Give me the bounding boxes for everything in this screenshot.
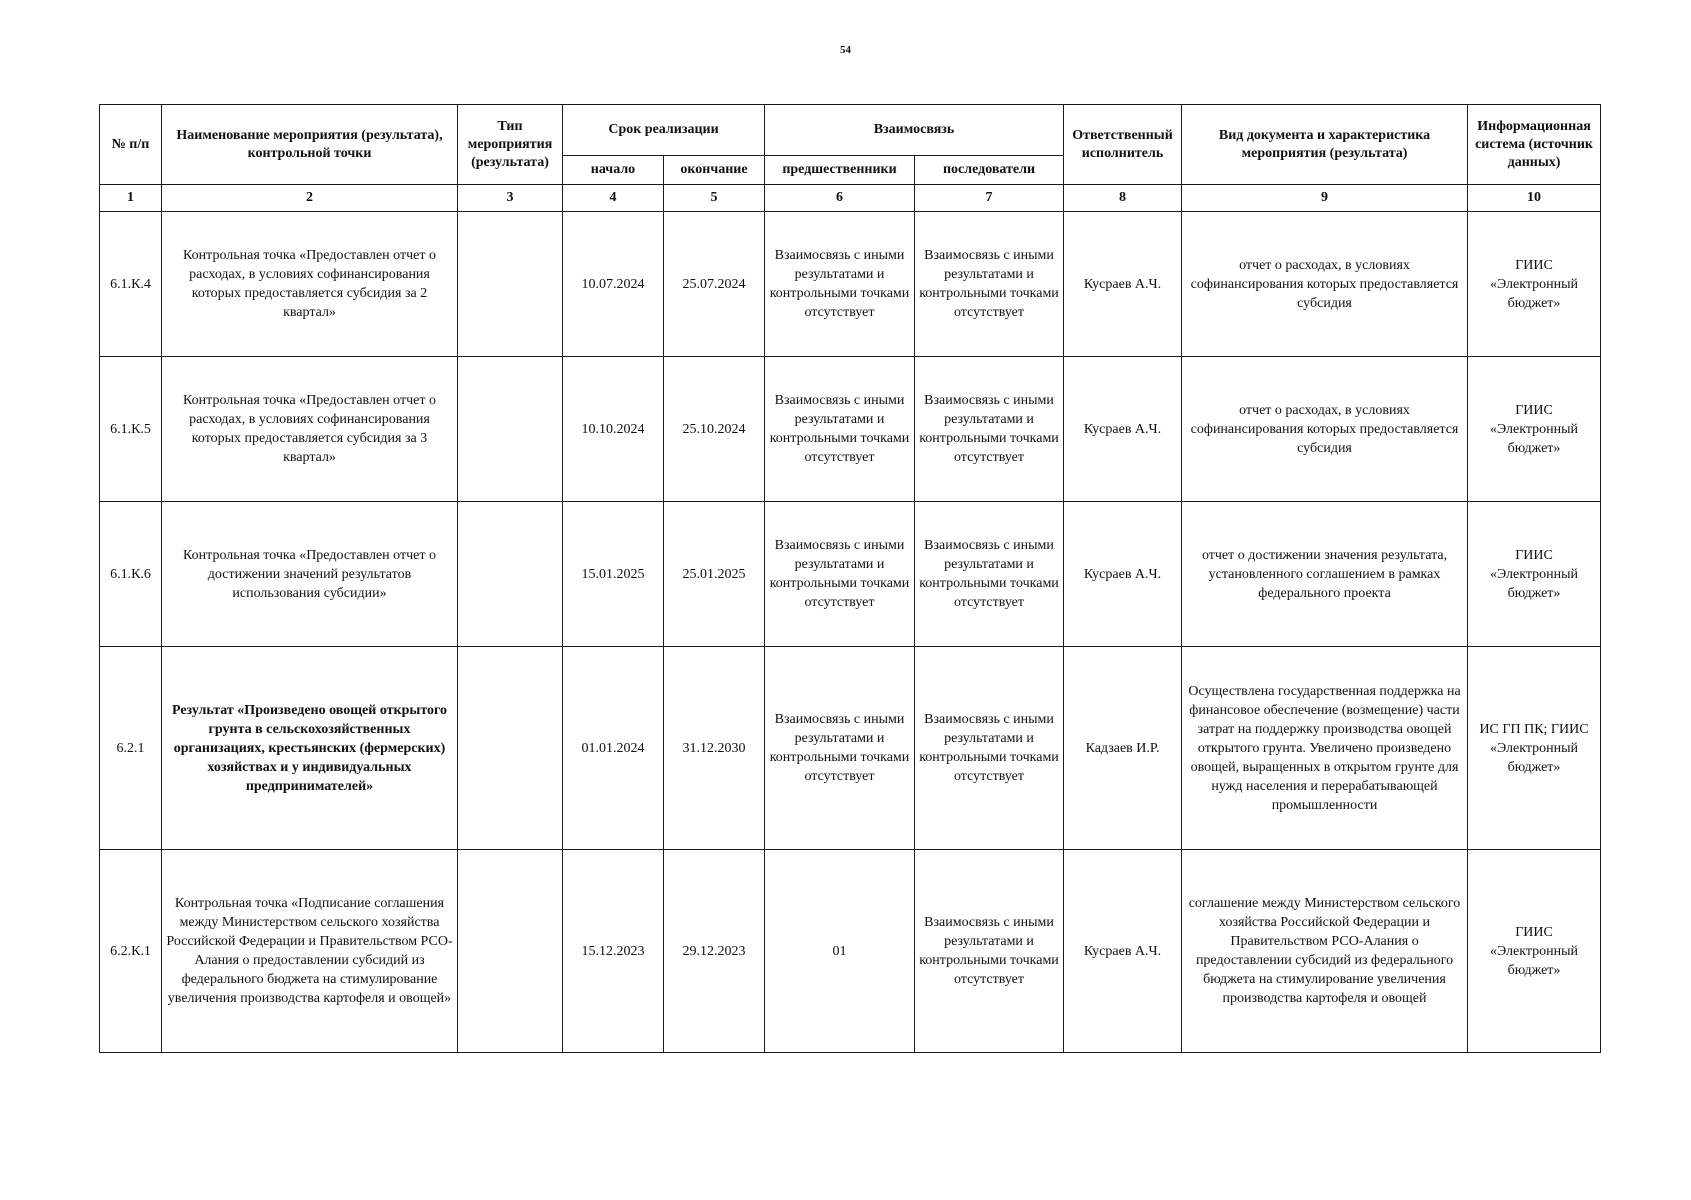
cell-num: 6.2.К.1 bbox=[100, 850, 162, 1053]
column-number: 5 bbox=[664, 185, 765, 212]
header-type: Тип мероприятия (результата) bbox=[458, 105, 563, 185]
cell-start: 15.12.2023 bbox=[563, 850, 664, 1053]
cell-doc: отчет о расходах, в условиях софинансирования которых предоставляется субсидия bbox=[1182, 212, 1468, 357]
cell-name: Контрольная точка «Предоставлен отчет о расходах, в условиях софинансирования которых предоставляется субсидия за 3 квартал» bbox=[162, 357, 458, 502]
column-number: 1 bbox=[100, 185, 162, 212]
cell-start: 01.01.2024 bbox=[563, 647, 664, 850]
cell-predecessors: Взаимосвязь с иными результатами и контрольными точками отсутствует bbox=[765, 357, 915, 502]
header-successors: последователи bbox=[915, 156, 1064, 185]
cell-type bbox=[458, 850, 563, 1053]
header-period: Срок реализации bbox=[563, 105, 765, 156]
cell-successors: Взаимосвязь с иными результатами и контрольными точками отсутствует bbox=[915, 647, 1064, 850]
header-end: окончание bbox=[664, 156, 765, 185]
cell-predecessors: 01 bbox=[765, 850, 915, 1053]
cell-successors: Взаимосвязь с иными результатами и контрольными точками отсутствует bbox=[915, 212, 1064, 357]
header-info: Информационная система (источник данных) bbox=[1468, 105, 1601, 185]
cell-end: 25.10.2024 bbox=[664, 357, 765, 502]
cell-start: 15.01.2025 bbox=[563, 502, 664, 647]
cell-num: 6.2.1 bbox=[100, 647, 162, 850]
header-predecessors: предшественники bbox=[765, 156, 915, 185]
cell-predecessors: Взаимосвязь с иными результатами и контрольными точками отсутствует bbox=[765, 502, 915, 647]
cell-name: Контрольная точка «Предоставлен отчет о расходах, в условиях софинансирования которых предоставляется субсидия за 2 квартал» bbox=[162, 212, 458, 357]
column-number: 3 bbox=[458, 185, 563, 212]
cell-doc: отчет о достижении значения результата, установленного соглашением в рамках федерального проекта bbox=[1182, 502, 1468, 647]
cell-doc: Осуществлена государственная поддержка на финансовое обеспечение (возмещение) части затрат на поддержку производства овощей открытого грунта. Увеличено произведено овощей, выращенных в открытом грунте для нужд населения и перерабатывающей промышленности bbox=[1182, 647, 1468, 850]
cell-end: 31.12.2030 bbox=[664, 647, 765, 850]
header-doc: Вид документа и характеристика мероприятия (результата) bbox=[1182, 105, 1468, 185]
header-responsible: Ответственный исполнитель bbox=[1064, 105, 1182, 185]
cell-type bbox=[458, 357, 563, 502]
cell-info: ИС ГП ПК; ГИИС «Электронный бюджет» bbox=[1468, 647, 1601, 850]
table-row bbox=[100, 850, 1601, 1053]
cell-num: 6.1.К.6 bbox=[100, 502, 162, 647]
table-row bbox=[100, 647, 1601, 850]
table-row bbox=[100, 212, 1601, 357]
cell-info: ГИИС «Электронный бюджет» bbox=[1468, 502, 1601, 647]
plan-table bbox=[99, 104, 1601, 1053]
header-start: начало bbox=[563, 156, 664, 185]
cell-name: Контрольная точка «Предоставлен отчет о достижении значений результатов использования субсидии» bbox=[162, 502, 458, 647]
table-row bbox=[100, 502, 1601, 647]
cell-successors: Взаимосвязь с иными результатами и контрольными точками отсутствует bbox=[915, 357, 1064, 502]
column-number: 8 bbox=[1064, 185, 1182, 212]
cell-doc: отчет о расходах, в условиях софинансирования которых предоставляется субсидия bbox=[1182, 357, 1468, 502]
header-num: № п/п bbox=[100, 105, 162, 185]
cell-info: ГИИС «Электронный бюджет» bbox=[1468, 212, 1601, 357]
column-number: 4 bbox=[563, 185, 664, 212]
cell-successors: Взаимосвязь с иными результатами и контрольными точками отсутствует bbox=[915, 502, 1064, 647]
column-number: 7 bbox=[915, 185, 1064, 212]
cell-end: 25.01.2025 bbox=[664, 502, 765, 647]
cell-type bbox=[458, 647, 563, 850]
cell-num: 6.1.К.5 bbox=[100, 357, 162, 502]
cell-num: 6.1.К.4 bbox=[100, 212, 162, 357]
column-number: 2 bbox=[162, 185, 458, 212]
cell-name: Результат «Произведено овощей открытого грунта в сельскохозяйственных организациях, крестьянских (фермерских) хозяйствах и у индивидуальных предпринимателей» bbox=[162, 647, 458, 850]
cell-info: ГИИС «Электронный бюджет» bbox=[1468, 850, 1601, 1053]
cell-responsible: Кусраев А.Ч. bbox=[1064, 502, 1182, 647]
cell-predecessors: Взаимосвязь с иными результатами и контрольными точками отсутствует bbox=[765, 647, 915, 850]
page-number: 54 bbox=[840, 44, 851, 56]
cell-responsible: Кусраев А.Ч. bbox=[1064, 212, 1182, 357]
column-number-row bbox=[100, 185, 1601, 212]
header-name: Наименование мероприятия (результата), контрольной точки bbox=[162, 105, 458, 185]
cell-start: 10.10.2024 bbox=[563, 357, 664, 502]
cell-end: 29.12.2023 bbox=[664, 850, 765, 1053]
cell-predecessors: Взаимосвязь с иными результатами и контрольными точками отсутствует bbox=[765, 212, 915, 357]
cell-name: Контрольная точка «Подписание соглашения между Министерством сельского хозяйства Российской Федерации и Правительством РСО-Алания о предоставлении субсидий из федерального бюджета на стимулирование увеличения производства картофеля и овощей» bbox=[162, 850, 458, 1053]
table-row bbox=[100, 357, 1601, 502]
cell-successors: Взаимосвязь с иными результатами и контрольными точками отсутствует bbox=[915, 850, 1064, 1053]
cell-doc: соглашение между Министерством сельского хозяйства Российской Федерации и Правительством РСО-Алания о предоставлении субсидий из федерального бюджета на стимулирование увеличения производства картофеля и овощей bbox=[1182, 850, 1468, 1053]
column-number: 6 bbox=[765, 185, 915, 212]
cell-start: 10.07.2024 bbox=[563, 212, 664, 357]
column-number: 9 bbox=[1182, 185, 1468, 212]
cell-info: ГИИС «Электронный бюджет» bbox=[1468, 357, 1601, 502]
cell-type bbox=[458, 502, 563, 647]
column-number: 10 bbox=[1468, 185, 1601, 212]
cell-end: 25.07.2024 bbox=[664, 212, 765, 357]
cell-responsible: Кадзаев И.Р. bbox=[1064, 647, 1182, 850]
cell-type bbox=[458, 212, 563, 357]
header-relation: Взаимосвязь bbox=[765, 105, 1064, 156]
header-row bbox=[100, 105, 1601, 156]
cell-responsible: Кусраев А.Ч. bbox=[1064, 357, 1182, 502]
cell-responsible: Кусраев А.Ч. bbox=[1064, 850, 1182, 1053]
